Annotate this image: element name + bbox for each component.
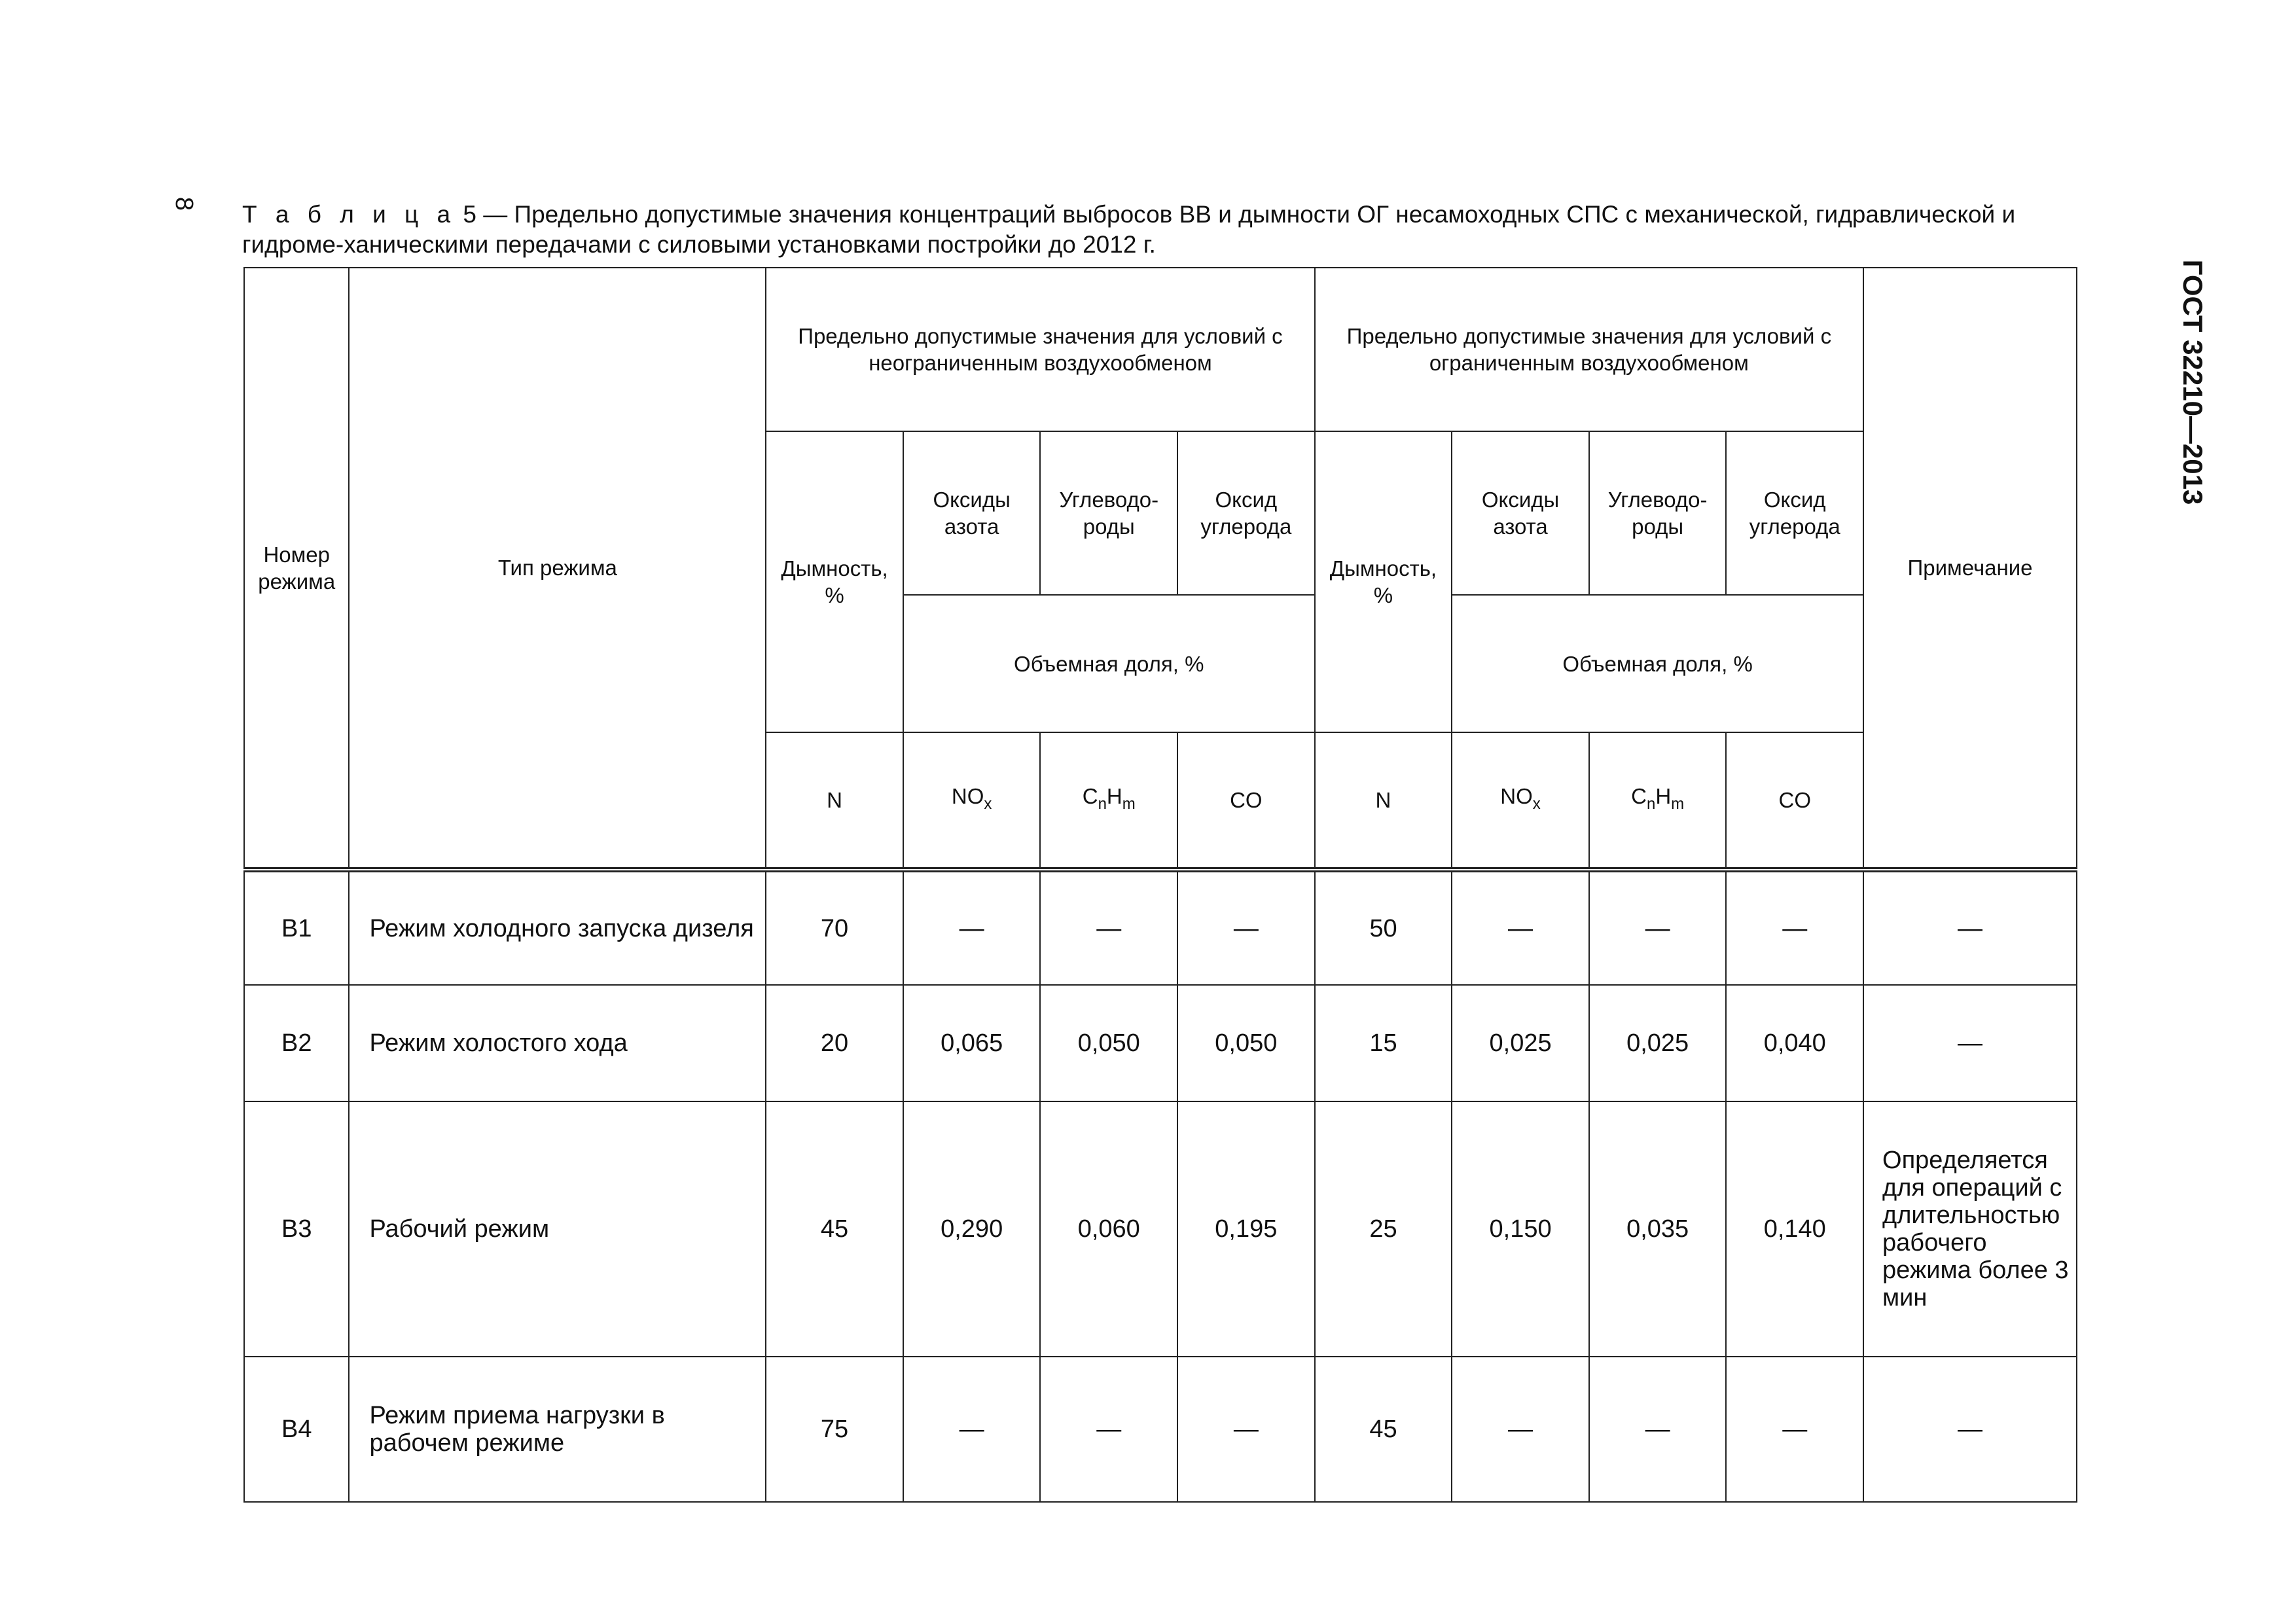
cell-u-nox: 0,290: [903, 1101, 1041, 1357]
caption-label: Т а б л и ц а: [242, 201, 457, 228]
cell-u-nox: 0,065: [903, 985, 1041, 1101]
symbol-r-co: CO: [1726, 732, 1863, 870]
cell-u-nox: —: [903, 870, 1041, 985]
symbol-u-n: N: [766, 732, 903, 870]
standard-designation: ГОСТ 32210—2013: [2178, 259, 2208, 505]
header-r-co: Оксид углерода: [1726, 431, 1863, 595]
symbol-r-n: N: [1315, 732, 1452, 870]
table-caption: [242, 200, 2075, 260]
symbol-r-nox: $NO_x$: [1452, 732, 1589, 870]
emissions-table: [243, 267, 2077, 1503]
cell-mode-type: Рабочий режим: [349, 1101, 766, 1357]
header-unrestricted: Предельно допустимые значения для условий с неограниченным воздухообменом: [766, 268, 1314, 431]
page-number: 8: [170, 196, 198, 211]
cell-r-nox: —: [1452, 870, 1589, 985]
cell-r-smoke: 45: [1315, 1357, 1452, 1502]
cell-r-co: —: [1726, 1357, 1863, 1502]
caption-text: 5 — Предельно допустимые значения концентраций выбросов ВВ и дымности ОГ несамоходных СПС с механической, гидравлической и гидроме-ханическими передачами с силовыми установками постройки до 2012 г.: [242, 201, 2016, 258]
cell-u-smoke: 70: [766, 870, 903, 985]
cell-u-smoke: 20: [766, 985, 903, 1101]
cell-mode-type: Режим приема нагрузки в рабочем режиме: [349, 1357, 766, 1502]
cell-u-smoke: 75: [766, 1357, 903, 1502]
cell-mode-number: В4: [244, 1357, 349, 1502]
header-r-hc: Углеводо-роды: [1589, 431, 1727, 595]
header-r-smoke: Дымность, %: [1315, 431, 1452, 732]
header-mode-number: Номер режима: [244, 268, 349, 870]
table-row: [244, 985, 2077, 1101]
header-u-volume-fraction: Объемная доля, %: [903, 595, 1315, 732]
cell-note: —: [1863, 870, 2077, 985]
cell-mode-type: Режим холостого хода: [349, 985, 766, 1101]
symbol-u-cnhm: $C_nH_m$: [1040, 732, 1177, 870]
cell-u-nox: —: [903, 1357, 1041, 1502]
cell-r-smoke: 15: [1315, 985, 1452, 1101]
header-u-nox: Оксиды азота: [903, 431, 1041, 595]
cell-mode-type: Режим холодного запуска дизеля: [349, 870, 766, 985]
symbol-u-nox: $NO_x$: [903, 732, 1041, 870]
cell-u-co: —: [1177, 1357, 1315, 1502]
cell-u-hc: 0,050: [1040, 985, 1177, 1101]
table-row: [244, 870, 2077, 985]
header-u-smoke: Дымность, %: [766, 431, 903, 732]
header-restricted: Предельно допустимые значения для условий с ограниченным воздухообменом: [1315, 268, 1863, 431]
header-note: Примечание: [1863, 268, 2077, 870]
cell-note: —: [1863, 985, 2077, 1101]
cell-mode-number: В3: [244, 1101, 349, 1357]
header-r-volume-fraction: Объемная доля, %: [1452, 595, 1863, 732]
cell-note: —: [1863, 1357, 2077, 1502]
cell-u-co: —: [1177, 870, 1315, 985]
cell-u-hc: —: [1040, 870, 1177, 985]
cell-u-co: 0,195: [1177, 1101, 1315, 1357]
header-mode-type: Тип режима: [349, 268, 766, 870]
cell-r-nox: 0,150: [1452, 1101, 1589, 1357]
header-r-nox: Оксиды азота: [1452, 431, 1589, 595]
cell-r-hc: —: [1589, 870, 1727, 985]
cell-mode-number: В2: [244, 985, 349, 1101]
cell-r-nox: 0,025: [1452, 985, 1589, 1101]
cell-r-hc: 0,025: [1589, 985, 1727, 1101]
cell-r-co: —: [1726, 870, 1863, 985]
table-row: [244, 1357, 2077, 1502]
cell-r-smoke: 50: [1315, 870, 1452, 985]
cell-u-hc: —: [1040, 1357, 1177, 1502]
symbol-u-co: CO: [1177, 732, 1315, 870]
cell-r-nox: —: [1452, 1357, 1589, 1502]
cell-r-hc: 0,035: [1589, 1101, 1727, 1357]
cell-r-hc: —: [1589, 1357, 1727, 1502]
cell-r-smoke: 25: [1315, 1101, 1452, 1357]
table-row: [244, 1101, 2077, 1357]
header-u-co: Оксид углерода: [1177, 431, 1315, 595]
cell-u-hc: 0,060: [1040, 1101, 1177, 1357]
symbol-r-cnhm: $C_nH_m$: [1589, 732, 1727, 870]
cell-mode-number: В1: [244, 870, 349, 985]
cell-u-co: 0,050: [1177, 985, 1315, 1101]
header-u-hc: Углеводо-роды: [1040, 431, 1177, 595]
cell-r-co: 0,140: [1726, 1101, 1863, 1357]
cell-note: Определяется для операций с длительностью рабочего режима более 3 мин: [1863, 1101, 2077, 1357]
cell-r-co: 0,040: [1726, 985, 1863, 1101]
cell-u-smoke: 45: [766, 1101, 903, 1357]
